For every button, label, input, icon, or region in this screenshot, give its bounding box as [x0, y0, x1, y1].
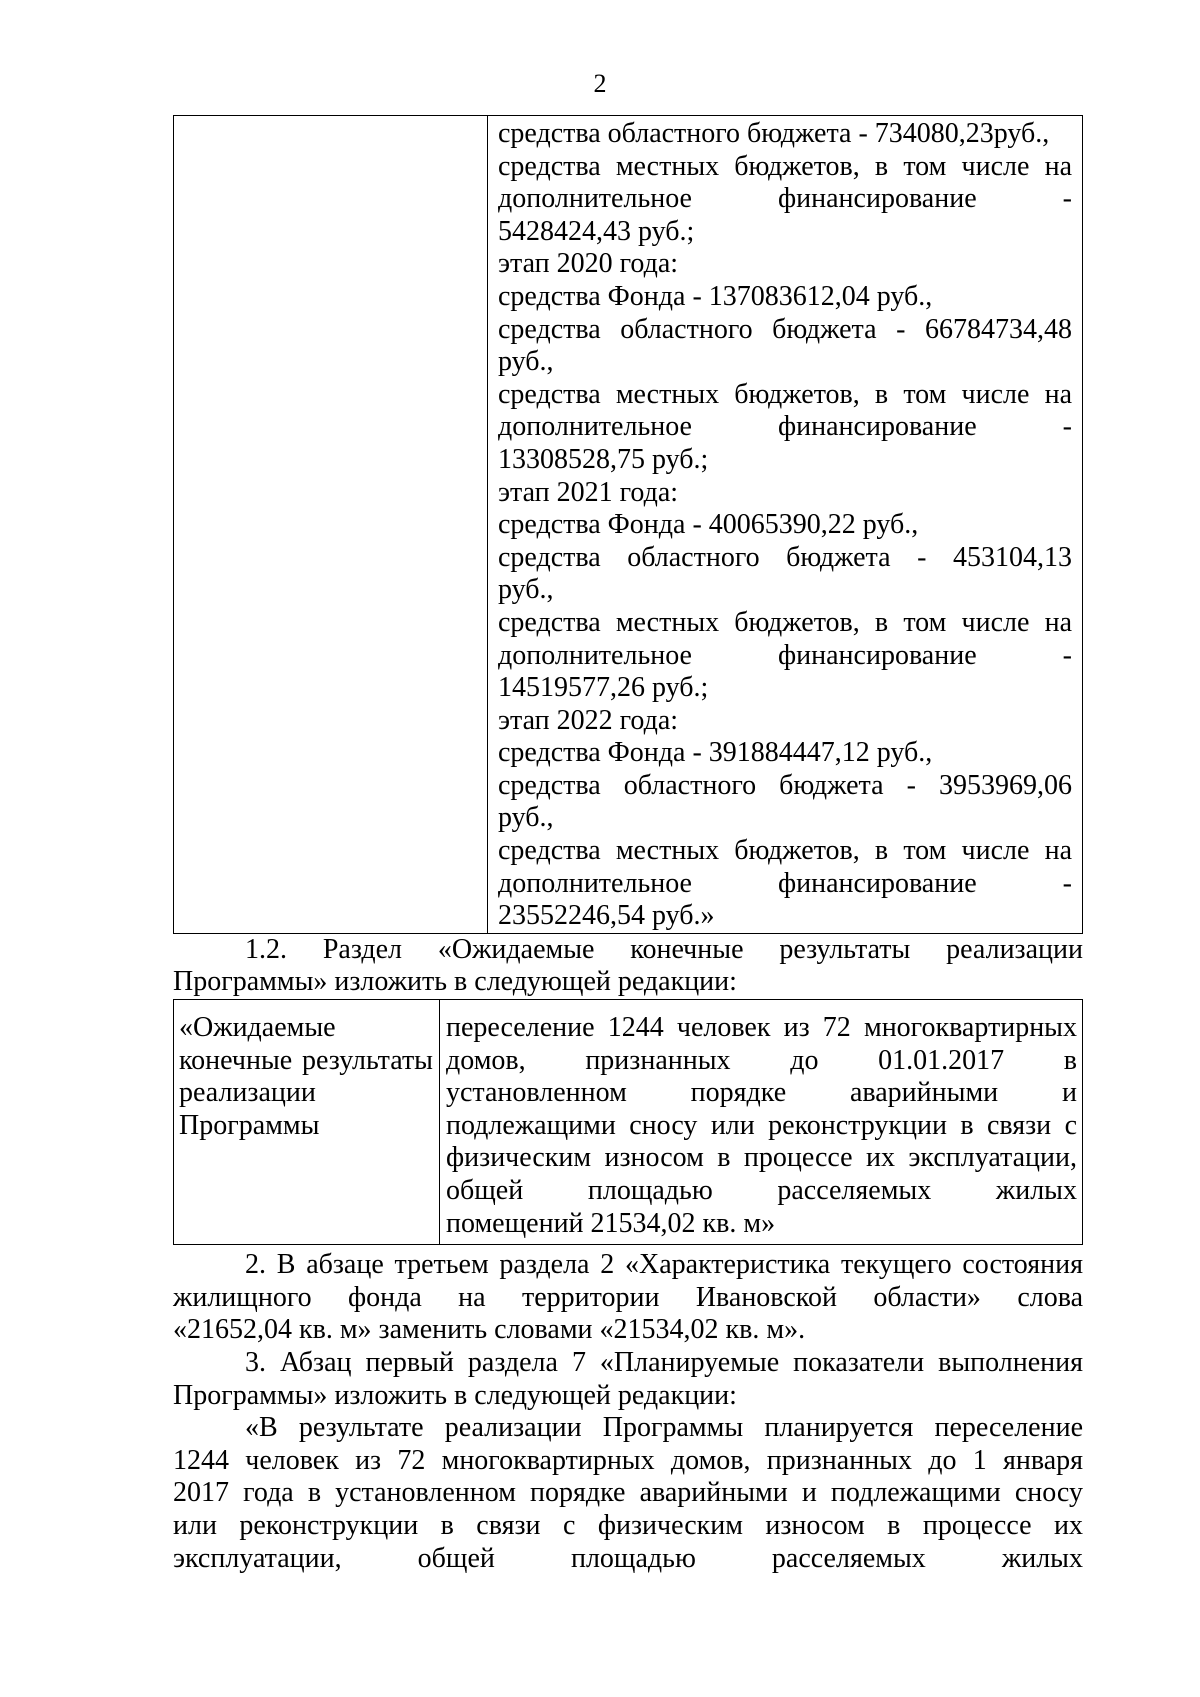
table-line: дополнительное финансирование -	[498, 639, 1072, 671]
table-line: общей площадью расселяемых жилых	[446, 1175, 1077, 1206]
table-line: средства Фонда - 40065390,22 руб.,	[498, 509, 919, 541]
table-cell-left	[174, 116, 488, 934]
paragraph-line: «21652,04 кв. м» заменить словами «21534,02 кв. м».	[173, 1314, 806, 1346]
table-line: 13308528,75 руб.;	[498, 443, 709, 475]
paragraph-2	[173, 1249, 1083, 1347]
paragraph-line: 2017 года в установленном порядке аварийными и подлежащими сносу	[173, 1477, 1083, 1509]
paragraph-line: или реконструкции в связи с физическим износом в процессе их	[173, 1509, 1083, 1541]
table-line: дополнительное финансирование -	[498, 867, 1072, 899]
paragraph-line: эксплуатации, общей площадью расселяемых жилых	[173, 1542, 1083, 1574]
document-body	[173, 115, 1083, 1575]
table-line: этап 2022 года:	[498, 704, 679, 736]
table-line: руб.,	[498, 802, 554, 834]
table-cell-title	[174, 1000, 440, 1245]
paragraph-3	[173, 1347, 1083, 1412]
passport-financing-table	[173, 115, 1083, 934]
paragraph-line: Программы» изложить в следующей редакции:	[173, 966, 737, 998]
table-line: средства областного бюджета - 734080,23руб.,	[498, 118, 1050, 149]
table-line: 14519577,26 руб.;	[498, 672, 709, 704]
table-line: установленном порядке аварийными и	[446, 1077, 1077, 1109]
table-cell-financing	[488, 116, 1083, 934]
paragraph-quote	[173, 1412, 1083, 1575]
table-line: помещений 21534,02 кв. м»	[446, 1207, 776, 1239]
paragraph-1-2	[173, 934, 1083, 999]
table-row	[174, 1000, 1083, 1245]
table-line: руб.,	[498, 574, 554, 606]
paragraph-line: жилищного фонда на территории Ивановской области» слова	[173, 1281, 1083, 1313]
table-line: реализации	[179, 1077, 316, 1109]
table-line: средства областного бюджета - 66784734,48	[498, 313, 1072, 345]
table-line: средства Фонда - 137083612,04 руб.,	[498, 280, 933, 312]
table-line: средства областного бюджета - 3953969,06	[498, 769, 1072, 801]
table-line: средства местных бюджетов, в том числе на	[498, 378, 1072, 410]
table-line: физическим износом в процессе их эксплуатации,	[446, 1142, 1077, 1174]
paragraph-line: 1244 человек из 72 многоквартирных домов, признанных до 1 января	[173, 1444, 1083, 1476]
table-line: этап 2021 года:	[498, 476, 679, 508]
table-line: 23552246,54 руб.»	[498, 900, 715, 932]
table-line: «Ожидаемые	[179, 1012, 336, 1044]
table-line: средства Фонда - 391884447,12 руб.,	[498, 737, 933, 769]
table-line: Программы	[179, 1109, 320, 1141]
table-row	[174, 116, 1083, 934]
paragraph-line: Программы» изложить в следующей редакции:	[173, 1379, 737, 1411]
paragraph-line: «В результате реализации Программы планируется переселение	[245, 1412, 1083, 1444]
paragraph-line: 2. В абзаце третьем раздела 2 «Характеристика текущего состояния	[245, 1249, 1083, 1281]
table-line: домов, признанных до 01.01.2017 в	[446, 1044, 1077, 1076]
table-line: дополнительное финансирование -	[498, 411, 1072, 443]
expected-results-table	[173, 999, 1083, 1245]
table-line: 5428424,43 руб.;	[498, 215, 695, 247]
table-line: конечные результаты	[179, 1044, 433, 1076]
page-number: 2	[593, 69, 607, 98]
table-line: средства местных бюджетов, в том числе на	[498, 150, 1072, 182]
paragraph-line: 1.2. Раздел «Ожидаемые конечные результаты реализации	[245, 933, 1083, 965]
table-line: подлежащими сносу или реконструкции в связи с	[446, 1109, 1077, 1141]
table-line: переселение 1244 человек из 72 многоквартирных	[446, 1012, 1077, 1044]
table-line: средства местных бюджетов, в том числе на	[498, 606, 1072, 638]
table-cell-results	[440, 1000, 1083, 1245]
paragraph-line: 3. Абзац первый раздела 7 «Планируемые показатели выполнения	[245, 1346, 1083, 1378]
table-line: средства областного бюджета - 453104,13	[498, 541, 1072, 573]
table-line: руб.,	[498, 346, 554, 378]
table-line: этап 2020 года:	[498, 248, 679, 280]
table-line: средства местных бюджетов, в том числе на	[498, 835, 1072, 867]
table-line: дополнительное финансирование -	[498, 183, 1072, 215]
